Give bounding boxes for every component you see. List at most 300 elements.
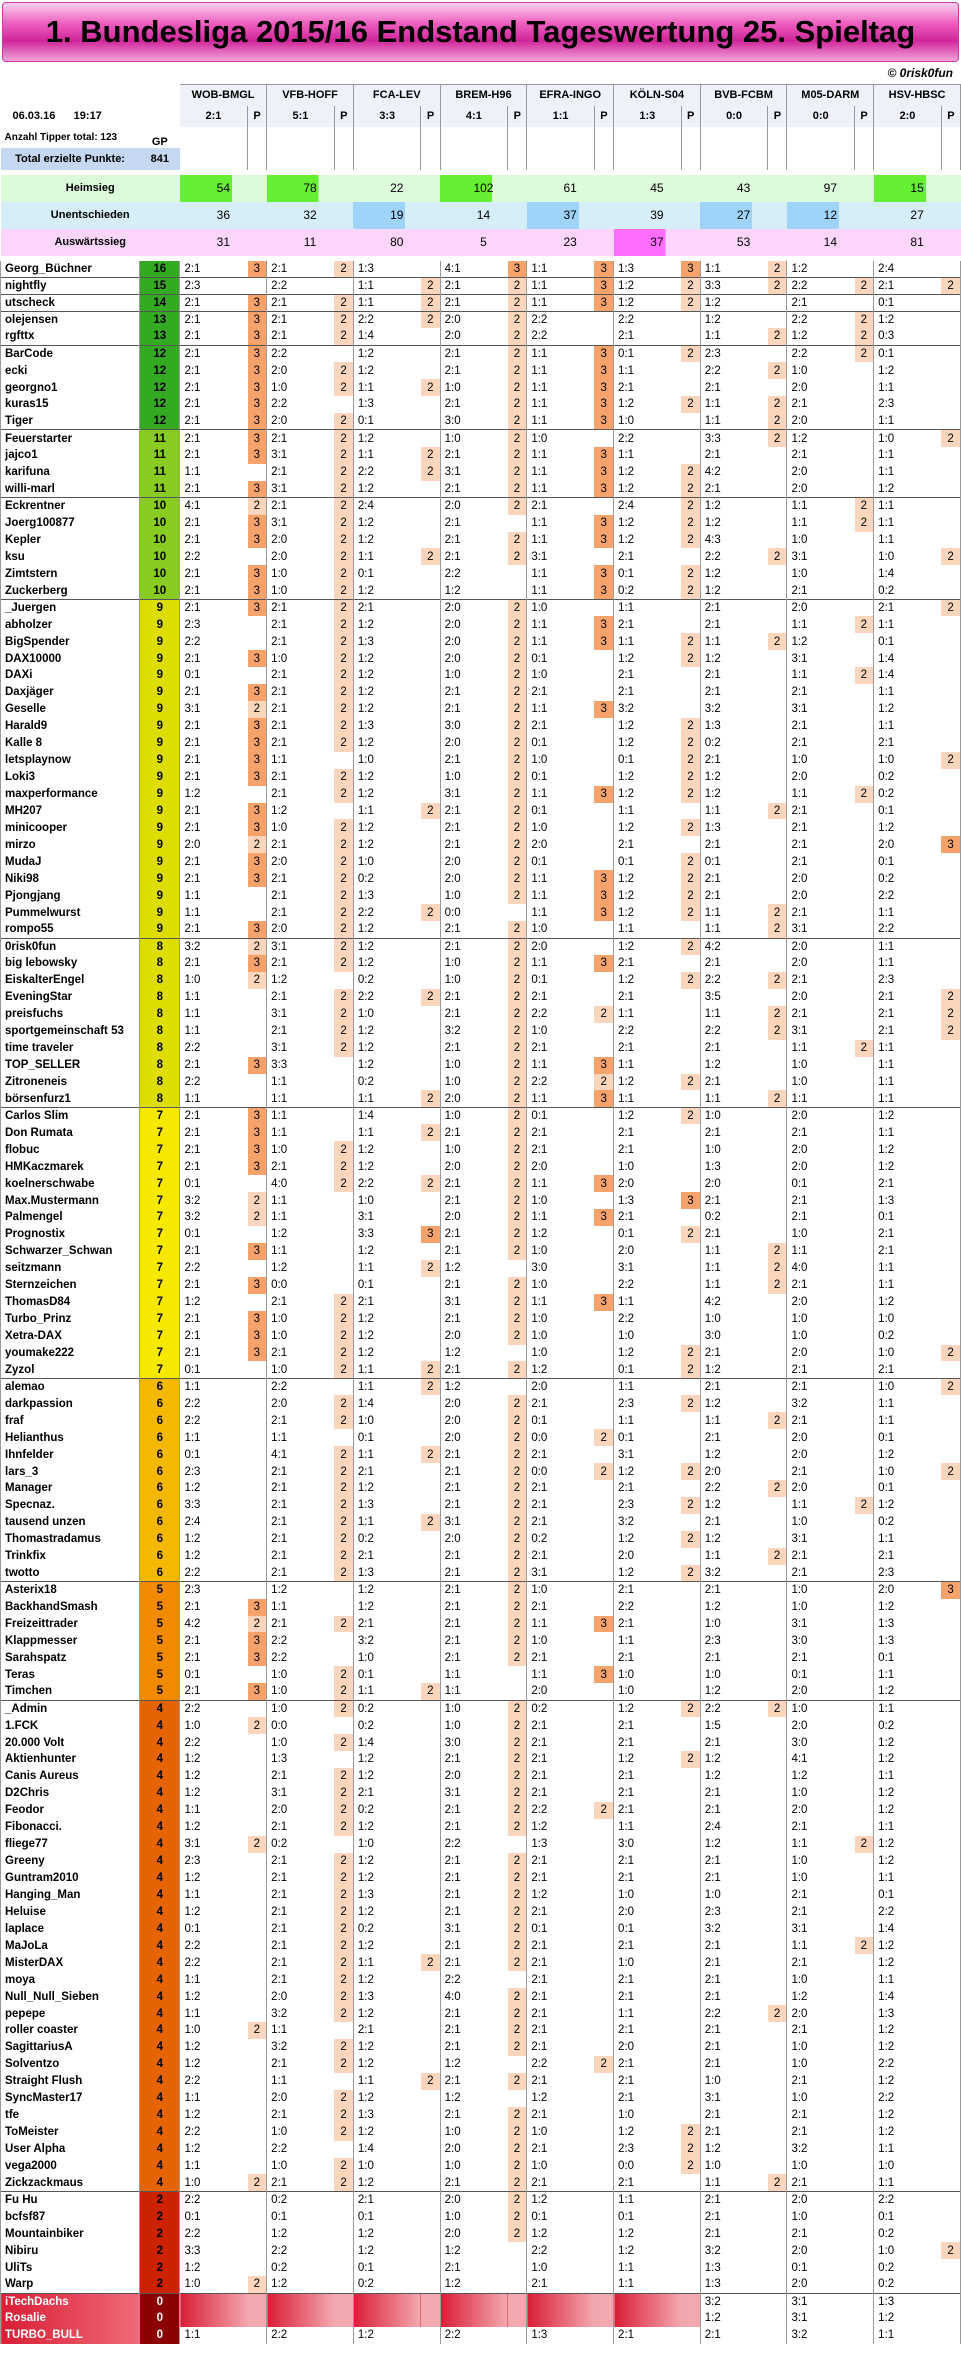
player-gp: 4 [140,1717,180,1734]
tip-cell: 1:2 [704,1685,721,1698]
player-gp: 9 [140,633,180,650]
points-cell: 2 [681,972,700,989]
points-cell: 2 [334,1937,353,1954]
points-cell [248,786,267,803]
points-cell [594,718,613,735]
points-cell [248,2242,267,2259]
summary-value: 43 [700,175,787,202]
points-cell [681,955,700,972]
points-cell: 2 [334,1463,353,1480]
points-cell: 2 [508,684,527,701]
points-cell [768,1870,787,1887]
points-cell [681,1378,700,1395]
points-cell [855,701,874,718]
points-cell: 2 [508,1632,527,1649]
tip-cell: 2:1 [444,1855,461,1868]
tip-cell: 2:0 [791,872,808,885]
points-cell [248,1514,267,1531]
tip-cell: 1:0 [791,754,808,767]
tip-cell: 1:2 [618,1075,635,1088]
p-header: P [508,106,527,127]
points-cell: 2 [681,938,700,955]
player-row [1,548,961,565]
tip-cell: 1:1 [704,1550,721,1563]
player-row [1,2124,961,2141]
points-cell [855,294,874,311]
points-cell [334,2208,353,2225]
points-cell [941,1497,960,1514]
player-gp: 4 [140,1734,180,1751]
tip-cell: 0:1 [531,652,548,665]
tip-cell: 2:2 [184,1414,201,1427]
tip-cell: 1:3 [357,1888,374,1901]
blank [421,127,440,148]
points-cell: 2 [334,1954,353,1971]
tip-cell: 0:2 [704,737,721,750]
tip-cell: 0:1 [184,1668,201,1681]
points-cell [248,1802,267,1819]
blank [614,127,682,148]
player-row [1,328,961,345]
points-cell [594,938,613,955]
points-cell [941,413,960,430]
tip-cell: 2:0 [787,2191,855,2208]
player-row [1,1514,961,1531]
tip-cell: 1:0 [791,1059,808,1072]
points-cell [681,599,700,616]
tip-cell: 0:1 [531,737,548,750]
tip-cell: 2:1 [618,1042,635,1055]
points-cell [594,1582,613,1599]
tip-cell: 2:0 [531,838,548,851]
points-cell [248,2039,267,2056]
tip-cell: 2:0 [791,2278,808,2291]
tip-cell: 1:1 [357,1092,374,1105]
points-cell [855,362,874,379]
tip-cell: 1:0 [444,1719,461,1732]
tip-cell: 2:1 [618,957,635,970]
points-cell: 2 [508,1988,527,2005]
tip-cell: 1:1 [531,889,548,902]
tip-cell: 1:2 [357,652,374,665]
points-cell: 3 [248,819,267,836]
tip-cell: 1:2 [357,737,374,750]
player-name: ThomasD84 [1,1294,140,1311]
tip-cell: 2:1 [271,1296,288,1309]
points-cell [248,1666,267,1683]
tip-cell: 2:1 [444,2109,461,2122]
player-gp: 9 [140,836,180,853]
tip-cell: 1:1 [878,906,895,919]
player-name: georgno1 [1,379,140,396]
tip-cell: 4:1 [180,498,248,515]
tip-cell: 1:2 [614,1700,682,1717]
points-cell [768,447,787,464]
tip-cell: 2:1 [271,2109,288,2122]
points-cell [421,616,440,633]
tip-cell: 1:2 [878,2024,895,2037]
tip-cell: 2:1 [184,1059,201,1072]
tip-cell: 3:2 [704,1922,721,1935]
tip-cell: 1:2 [184,2261,201,2274]
tip-cell: 2:1 [184,398,201,411]
tip-cell: 1:1 [531,1059,548,1072]
tip-cell: 1:2 [618,2227,635,2240]
points-cell: 2 [508,1412,527,1429]
summary-value: 14 [440,202,527,229]
points-cell [248,887,267,904]
points-cell [681,989,700,1006]
tip-cell: 1:0 [874,430,942,447]
points-cell [421,921,440,938]
points-cell [855,1988,874,2005]
tip-cell: 1:2 [618,737,635,750]
tip-cell: 2:1 [271,720,288,733]
points-cell: 2 [508,1277,527,1294]
p-header: P [594,106,613,127]
points-cell [681,430,700,447]
points-cell [855,447,874,464]
points-cell: 2 [421,1446,440,1463]
points-cell: 2 [681,633,700,650]
points-cell: 2 [508,752,527,769]
blank [334,148,353,170]
player-gp: 6 [140,1463,180,1480]
points-cell: 2 [508,972,527,989]
points-cell [941,1328,960,1345]
header-blank [140,85,180,106]
tip-cell: 2:1 [704,2126,721,2139]
tip-cell: 2:2 [878,889,895,902]
points-cell [421,2005,440,2022]
tip-cell: 2:3 [700,345,768,362]
player-gp: 10 [140,582,180,599]
summary-value: 53 [700,229,787,256]
player-name: MudaJ [1,853,140,870]
tip-cell: 2:0 [874,1582,942,1599]
tip-cell: 1:0 [444,2210,461,2223]
tip-cell: 1:1 [618,1634,635,1647]
points-cell: 2 [508,1717,527,1734]
points-cell [768,1751,787,1768]
tip-cell: 1:1 [271,1211,288,1224]
tip-cell: 2:1 [531,1719,548,1732]
points-cell: 2 [855,667,874,684]
tip-cell: 1:0 [791,1228,808,1241]
points-cell [941,1209,960,1226]
tip-cell: 1:4 [878,652,895,665]
tip-cell: 1:2 [357,364,374,377]
points-cell [768,769,787,786]
points-cell [508,1378,527,1395]
tip-cell: 1:1 [357,1685,374,1698]
tip-cell: 2:0 [527,1378,595,1395]
points-cell [594,1107,613,1124]
points-cell [941,1717,960,1734]
points-cell [681,2276,700,2293]
points-cell [681,2191,700,2208]
tip-cell: 3:1 [787,2293,855,2310]
player-name: Palmengel [1,1209,140,1226]
points-cell [855,1920,874,1937]
points-cell: 3 [594,1666,613,1683]
tip-cell: 1:0 [791,2058,808,2071]
tip-cell: 2:0 [791,1143,808,1156]
points-cell [941,667,960,684]
tip-cell: 1:0 [527,1582,595,1599]
player-name: Manager [1,1480,140,1497]
points-cell [421,1887,440,1904]
player-gp: 8 [140,1057,180,1074]
tip-cell: 4:2 [700,938,768,955]
points-cell [855,2191,874,2208]
tip-cell: 2:1 [444,1245,461,1258]
blank [421,148,440,170]
points-cell [508,1683,527,1700]
tip-cell: 0:1 [791,1177,808,1190]
points-cell [768,1446,787,1463]
page-title: 1. Bundesliga 2015/16 Endstand Tageswertung 25. Spieltag [45,14,916,49]
points-cell [421,1565,440,1582]
tip-cell: 2:1 [444,1872,461,1885]
points-cell [941,1548,960,1565]
tip-cell: 1:2 [700,498,768,515]
points-cell [421,345,440,362]
points-cell [768,2124,787,2141]
tip-cell: 0:2 [357,2278,374,2291]
points-cell: 2 [508,870,527,887]
player-row [1,1751,961,1768]
points-cell [768,345,787,362]
tip-cell: 2:1 [271,1550,288,1563]
points-cell: 2 [248,701,267,718]
match-result: 3:3 [353,106,421,127]
points-cell [681,2293,700,2310]
points-cell [681,667,700,684]
points-cell: 2 [508,2039,527,2056]
points-cell: 2 [334,2039,353,2056]
points-cell: 2 [334,904,353,921]
tip-cell: 1:0 [440,1700,508,1717]
tip-cell: 2:1 [618,1211,635,1224]
points-cell: 2 [334,1531,353,1548]
tip-cell: 1:1 [618,2007,635,2020]
points-cell: 2 [334,853,353,870]
points-cell [941,1107,960,1124]
tip-cell: 2:2 [614,311,682,328]
tip-cell: 2:2 [878,2092,895,2105]
points-cell: 2 [855,1836,874,1853]
tip-cell: 0:0 [271,1719,288,1732]
tip-cell: 1:1 [791,517,808,530]
tip-cell: 1:1 [531,364,548,377]
tip-cell: 2:1 [791,1956,808,1969]
points-cell [421,362,440,379]
points-cell [594,1717,613,1734]
tip-cell: 3:1 [531,1566,548,1579]
tip-cell: 2:0 [618,1245,635,1258]
points-cell: 2 [768,2174,787,2191]
points-cell [681,1666,700,1683]
player-row [1,2090,961,2107]
player-name: Schwarzer_Schwan [1,1243,140,1260]
player-name: utscheck [1,294,140,311]
points-cell [594,2141,613,2158]
points-cell [681,2259,700,2276]
points-cell: 2 [941,548,960,565]
tip-cell: 2:1 [704,1872,721,1885]
points-cell: 2 [941,1378,960,1395]
points-cell [855,1074,874,1091]
tip-cell: 1:3 [618,262,635,275]
player-name: olejensen [1,311,140,328]
tip-cell: 2:0 [271,415,288,428]
tip-cell: 2:1 [704,1855,721,1868]
tip-cell: 1:1 [271,1092,288,1105]
player-name: Hanging_Man [1,1887,140,1904]
blank [440,127,508,148]
tip-cell: 2:1 [878,1008,895,1021]
points-cell: 2 [508,1311,527,1328]
player-gp: 7 [140,1345,180,1362]
points-cell: 3 [248,803,267,820]
tip-cell: 2:1 [444,1313,461,1326]
points-cell [941,532,960,549]
tip-cell: 2:0 [704,1177,721,1190]
points-cell [941,2039,960,2056]
points-cell [681,1311,700,1328]
tip-cell: 2:1 [531,720,548,733]
blank [180,148,248,170]
tip-cell: 2:1 [531,1499,548,1512]
tip-cell: 3:0 [444,415,461,428]
points-cell [681,2005,700,2022]
tip-cell: 1:1 [878,1668,895,1681]
player-name: BackhandSmash [1,1599,140,1616]
points-cell: 2 [508,1294,527,1311]
tip-cell: 1:2 [618,1566,635,1579]
points-cell: 2 [334,1497,353,1514]
points-cell [594,1649,613,1666]
points-cell [421,1802,440,1819]
tip-cell: 1:1 [184,1092,201,1105]
tip-cell: 1:0 [444,2126,461,2139]
player-gp: 8 [140,972,180,989]
tip-cell: 1:1 [531,262,548,275]
player-row [1,345,961,362]
tip-cell: 1:2 [618,821,635,834]
tip-cell: 2:0 [444,1533,461,1546]
points-cell [594,1497,613,1514]
points-cell [421,2039,440,2056]
tip-cell: 1:2 [704,1770,721,1783]
tip-cell: 1:0 [791,1075,808,1088]
points-cell [248,464,267,481]
player-gp: 11 [140,464,180,481]
points-cell [855,2259,874,2276]
blank [334,127,353,148]
tip-cell: 0:0 [444,906,461,919]
points-cell [594,1243,613,1260]
points-cell: 2 [508,1209,527,1226]
points-cell [855,718,874,735]
player-row [1,904,961,921]
points-cell [248,1785,267,1802]
points-cell: 3 [594,362,613,379]
tip-cell: 1:2 [357,1601,374,1614]
tip-cell [353,2293,421,2310]
player-name: Nibiru [1,2242,140,2259]
points-cell [941,1768,960,1785]
tip-cell: 1:0 [531,2159,548,2172]
tip-cell: 1:2 [704,567,721,580]
tip-cell: 1:3 [357,1566,374,1579]
player-gp: 4 [140,2124,180,2141]
points-cell [941,2276,960,2293]
tip-cell: 3:0 [444,1736,461,1749]
points-cell: 3 [248,1345,267,1362]
tip-cell: 2:2 [271,1634,288,1647]
points-cell: 2 [334,599,353,616]
tip-cell: 1:1 [878,415,895,428]
points-cell: 3 [248,853,267,870]
points-cell [421,735,440,752]
points-cell [421,1463,440,1480]
tip-cell: 1:1 [184,1025,201,1038]
points-cell [334,2225,353,2242]
tip-cell: 2:1 [704,1736,721,1749]
tip-cell: 2:1 [180,345,248,362]
tip-cell: 1:3 [357,2109,374,2122]
tip-cell: 2:2 [184,1939,201,1952]
points-cell [855,1548,874,1565]
tip-cell: 1:1 [878,2176,895,2189]
tip-cell: 2:1 [444,703,461,716]
points-cell: 3 [248,1683,267,1700]
points-cell [941,1819,960,1836]
points-cell [941,1480,960,1497]
tip-cell: 2:1 [531,1126,548,1139]
points-cell [508,1836,527,1853]
player-gp: 4 [140,1700,180,1717]
player-row [1,955,961,972]
points-cell [421,1599,440,1616]
tip-cell: 2:1 [791,2109,808,2122]
points-cell [681,1158,700,1175]
points-cell [421,819,440,836]
player-name: Greeny [1,1853,140,1870]
tip-cell: 2:1 [791,686,808,699]
points-cell: 2 [855,1040,874,1057]
tip-cell: 2:1 [184,1143,201,1156]
points-cell: 2 [334,769,353,786]
points-cell [768,616,787,633]
points-cell [681,1294,700,1311]
tip-cell: 1:2 [618,788,635,801]
points-cell [421,1971,440,1988]
points-cell: 3 [248,447,267,464]
tip-cell: 1:2 [704,1499,721,1512]
tip-cell: 1:3 [878,2007,895,2020]
points-cell: 2 [334,2158,353,2175]
points-cell: 2 [508,1480,527,1497]
player-row [1,786,961,803]
points-cell [421,684,440,701]
tip-cell: 1:1 [531,1211,548,1224]
player-row [1,464,961,481]
tip-cell: 2:1 [791,974,808,987]
player-name: Zuckerberg [1,582,140,599]
